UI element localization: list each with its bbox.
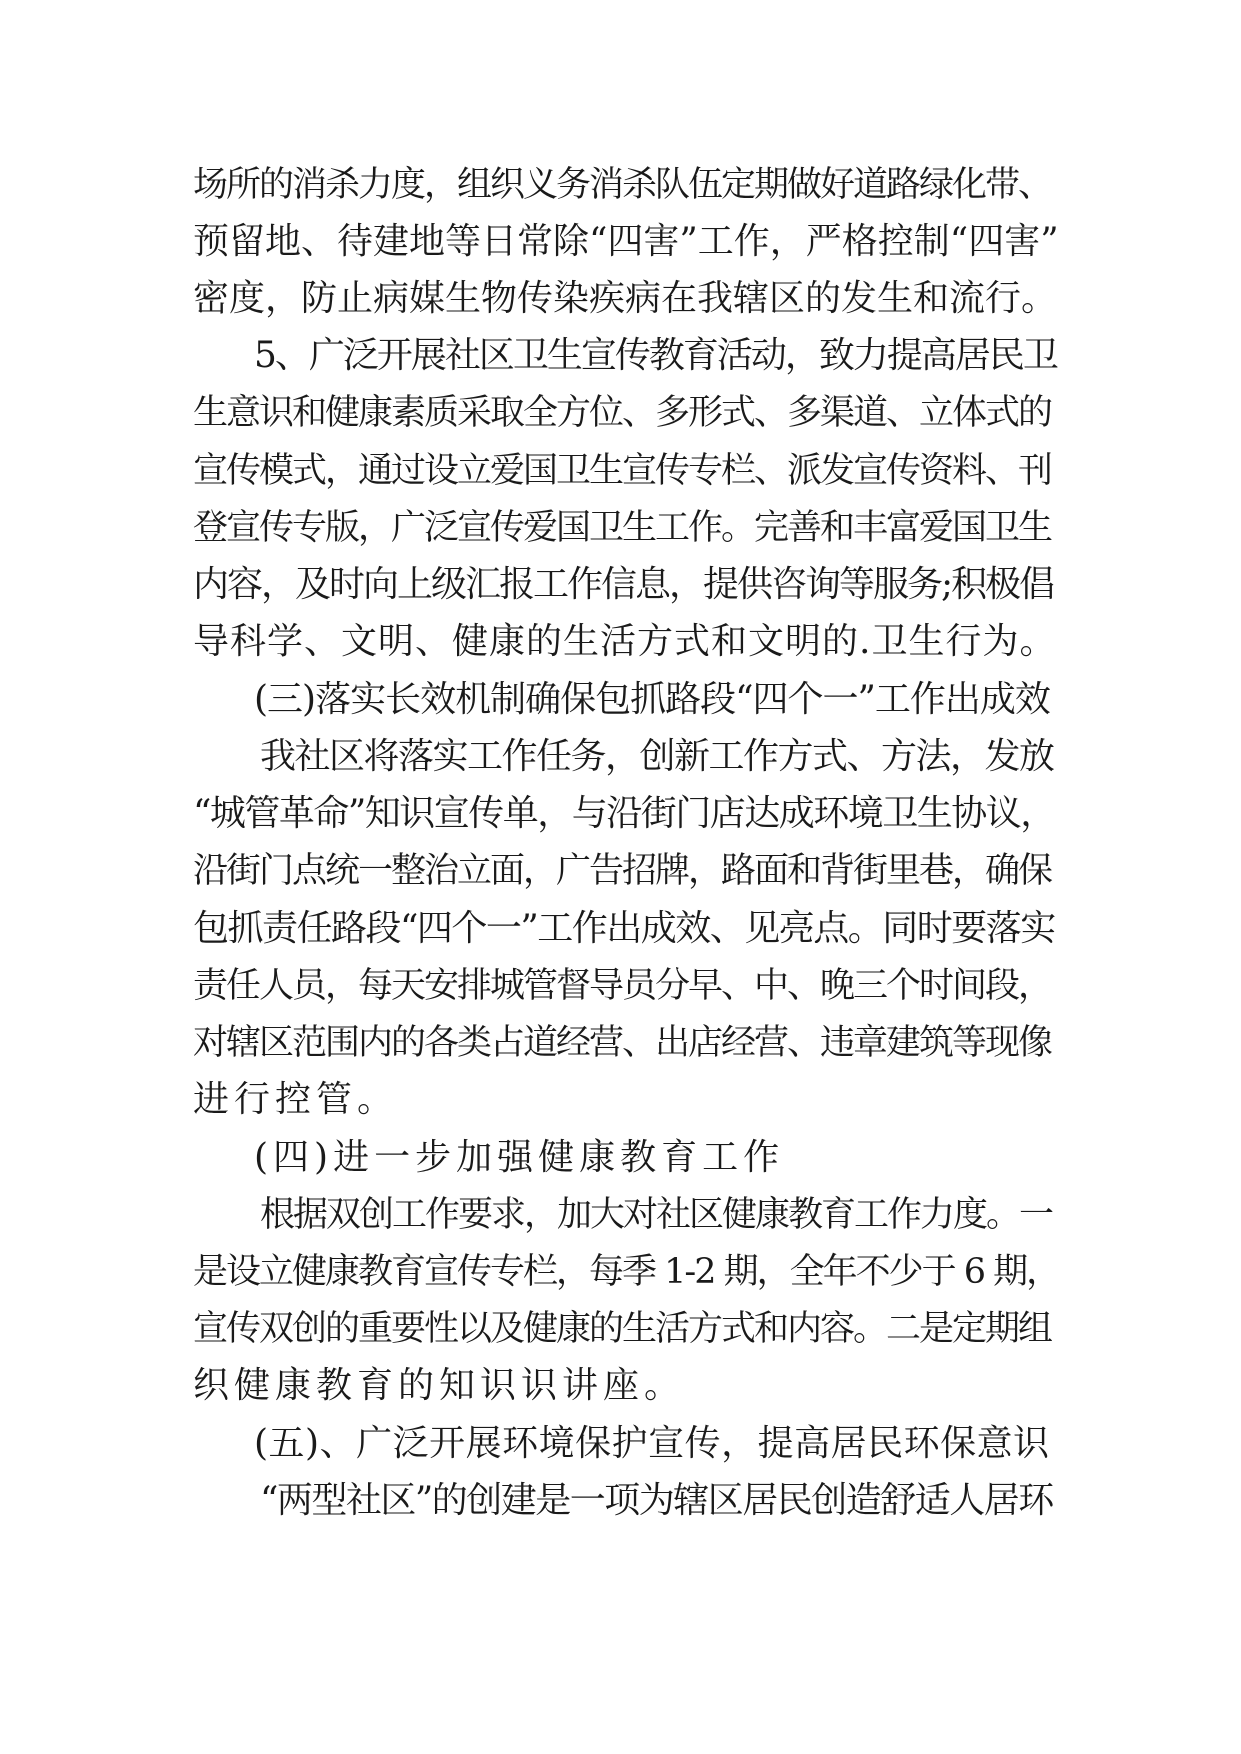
- text-line: 责任人员，每天安排城管督导员分早、中、晚三个时间段，: [193, 966, 1052, 1006]
- text-line: 5、广泛开展社区卫生宣传教育活动，致力提高居民卫: [254, 335, 1057, 376]
- text-line: 场所的消杀力度，组织义务消杀队伍定期做好道路绿化带、: [193, 165, 1052, 205]
- text-line: 对辖区范围内的各类占道经营、出店经营、违章建筑等现像: [193, 1023, 1052, 1063]
- text-line: 是设立健康教育宣传专栏，每季 1-2 期，全年不少于 6 期，: [193, 1252, 1060, 1292]
- text-line: 进行控管。: [193, 1079, 399, 1120]
- text-line: 我社区将落实工作任务，创新工作方式、方法，发放: [260, 736, 1054, 777]
- text-line: 预留地、待建地等日常除“四害”工作，严格控制“四害”: [193, 221, 1059, 262]
- text-line: 宣传双创的重要性以及健康的生活方式和内容。二是定期组: [193, 1309, 1052, 1349]
- text-line: 织健康教育的知识识讲座。: [193, 1365, 686, 1406]
- text-line: 导科学、文明、健康的生活方式和文明的.卫生行为。: [193, 621, 1057, 662]
- text-line: 生意识和健康素质采取全方位、多形式、多渠道、立体式的: [193, 393, 1052, 433]
- text-line: 内容，及时向上级汇报工作信息，提供咨询等服务;积极倡: [193, 564, 1054, 605]
- section-heading: (四)进一步加强健康教育工作: [254, 1137, 785, 1178]
- text-line: “城管革命”知识宣传单，与沿街门店达成环境卫生协议，: [193, 793, 1055, 834]
- text-line: 密度，防止病媒生物传染疾病在我辖区的发生和流行。: [193, 278, 1058, 319]
- text-line: 宣传模式，通过设立爱国卫生宣传专栏、派发宣传资料、刊: [193, 451, 1052, 491]
- text-line: 根据双创工作要求，加大对社区健康教育工作力度。一: [260, 1195, 1053, 1235]
- text-line: 登宣传专版，广泛宣传爱国卫生工作。完善和丰富爱国卫生: [193, 508, 1052, 548]
- section-heading: (五)、广泛开展环境保护宣传，提高居民环保意识: [254, 1423, 1050, 1464]
- text-line: “两型社区”的创建是一项为辖区居民创造舒适人居环: [260, 1480, 1053, 1521]
- section-heading: (三)落实长效机制确保包抓路段“四个一”工作出成效: [254, 679, 1050, 720]
- text-line: 包抓责任路段“四个一”工作出成效、见亮点。同时要落实: [193, 908, 1055, 949]
- text-line: 沿街门点统一整治立面，广告招牌，路面和背街里巷，确保: [193, 851, 1052, 891]
